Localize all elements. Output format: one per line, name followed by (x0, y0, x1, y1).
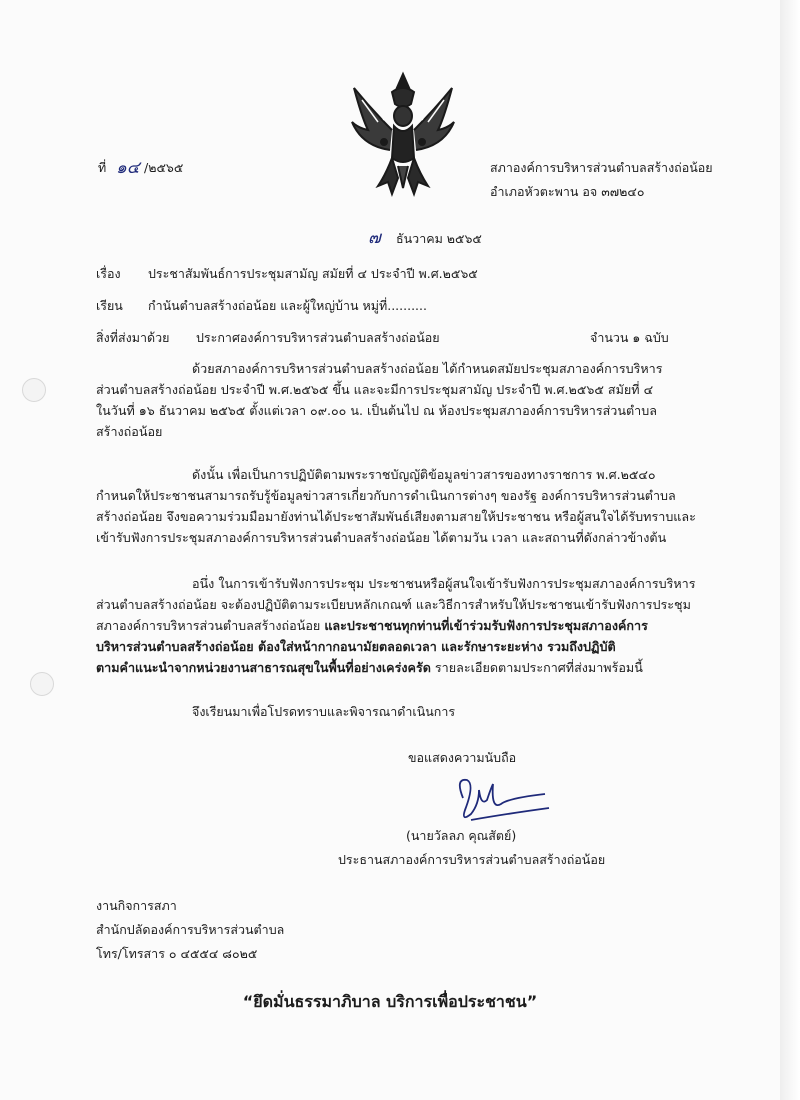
body-line: ส่วนตำบลสร้างถ่อน้อย ประจำปี พ.ศ.๒๕๖๕ ขึ้น และจะมีการประชุมสามัญ ประจำปี พ.ศ.๒๕๖๕ สมัยที่ ๔ (96, 382, 654, 397)
body-text-emphasis: และประชาชนทุกท่านที่เข้าร่วมรับฟังการประชุมสภาองค์การ (324, 618, 648, 633)
body-line-emphasis: บริหารส่วนตำบลสร้างถ่อน้อย ต้องใส่หน้ากากอนามัยตลอดเวลา และรักษาระยะห่าง รวมถึงปฏิบัติ (96, 639, 616, 654)
enclosure-count: จำนวน ๑ ฉบับ (590, 330, 669, 345)
doc-number-label: ที่ (98, 160, 107, 175)
body-text: สภาองค์การบริหารส่วนตำบลสร้างถ่อน้อย (96, 618, 325, 633)
body-line: ในวันที่ ๑๖ ธันวาคม ๒๕๖๕ ตั้งแต่เวลา ๐๙.๐๐ น. เป็นต้นไป ณ ห้องประชุมสภาองค์การบริหารส่วนตำบล (96, 403, 657, 418)
signature-icon (445, 770, 555, 830)
garuda-emblem-icon (348, 70, 458, 200)
footer-slogan: “ยึดมั่นธรรมาภิบาล บริการเพื่อประชาชน” (242, 992, 538, 1011)
signer-position: ประธานสภาองค์การบริหารส่วนตำบลสร้างถ่อน้อย (338, 852, 606, 867)
doc-number-handwritten: ๑๔ (116, 158, 140, 178)
body-paragraph-2 (96, 464, 696, 548)
letter-date: ธันวาคม ๒๕๖๕ (396, 231, 482, 246)
body-text: รายละเอียดตามประกาศที่ส่งมาพร้อมนี้ (430, 660, 643, 675)
body-line: สร้างถ่อน้อย (96, 424, 163, 439)
body-line (96, 657, 696, 678)
closing-regards: ขอแสดงความนับถือ (408, 750, 517, 765)
doc-number-year: /๒๕๖๕ (144, 160, 184, 175)
body-text-emphasis: ตามคำแนะนำจากหน่วยงานสาธารณสุขในพื้นที่อย่างเคร่งครัด (96, 660, 431, 675)
punch-hole-bottom (30, 672, 54, 696)
enclosure-label: สิ่งที่ส่งมาด้วย (96, 330, 170, 345)
closing-request: จึงเรียนมาเพื่อโปรดทราบและพิจารณาดำเนินการ (192, 704, 456, 719)
body-line: เข้ารับฟังการประชุมสภาองค์การบริหารส่วนตำบลสร้างถ่อน้อย ได้ตามวัน เวลา และสถานที่ดังกล่าวข้างต้น (96, 530, 667, 545)
body-line: อนึ่ง ในการเข้ารับฟังการประชุม ประชาชนหรือผู้สนใจเข้ารับฟังการประชุมสภาองค์การบริหาร (192, 576, 696, 591)
footer-phone: โทร/โทรสาร ๐ ๔๕๕๔ ๘๐๒๕ (96, 946, 258, 961)
body-line: สร้างถ่อน้อย จึงขอความร่วมมือมายังท่านได้ประชาสัมพันธ์เสียงตามสายให้ประชาชน หรือผู้สนใจได้รับทราบและ (96, 509, 696, 524)
footer-office: สำนักปลัดองค์การบริหารส่วนตำบล (96, 922, 285, 937)
to-text: กำนันตำบลสร้างถ่อน้อย และผู้ใหญ่บ้าน หมู่ที่.......... (148, 298, 427, 313)
body-line: ดังนั้น เพื่อเป็นการปฏิบัติตามพระราชบัญญัติข้อมูลข่าวสารของทางราชการ พ.ศ.๒๕๔๐ (192, 467, 656, 482)
body-line (96, 615, 696, 636)
body-paragraph-3 (96, 573, 696, 678)
page-edge (780, 0, 800, 1100)
date-day-handwritten: ๗ (368, 228, 381, 248)
subject-label: เรื่อง (96, 266, 121, 281)
body-line: กำหนดให้ประชาชนสามารถรับรู้ข้อมูลข่าวสารเกี่ยวกับการดำเนินการต่างๆ ของรัฐ องค์การบริหารส่วนตำบล (96, 488, 676, 503)
enclosure-text: ประกาศองค์การบริหารส่วนตำบลสร้างถ่อน้อย (196, 330, 440, 345)
body-line: ด้วยสภาองค์การบริหารส่วนตำบลสร้างถ่อน้อย ได้กำหนดสมัยประชุมสภาองค์การบริหาร (192, 361, 663, 376)
punch-hole-top (22, 378, 46, 402)
org-address: อำเภอหัวตะพาน อจ ๓๗๒๔๐ (490, 184, 645, 199)
to-label: เรียน (96, 298, 123, 313)
subject-text: ประชาสัมพันธ์การประชุมสามัญ สมัยที่ ๔ ประจำปี พ.ศ.๒๕๖๕ (148, 266, 478, 281)
org-name: สภาองค์การบริหารส่วนตำบลสร้างถ่อน้อย (490, 160, 713, 175)
footer-department: งานกิจการสภา (96, 898, 177, 913)
body-paragraph-1 (96, 358, 663, 442)
signer-name: (นายวัลลภ คุณสัตย์) (406, 828, 517, 843)
body-line: ส่วนตำบลสร้างถ่อน้อย จะต้องปฏิบัติตามระเบียบหลักเกณฑ์ และวิธีการสำหรับให้ประชาชนเข้ารับฟังการประชุม (96, 597, 691, 612)
